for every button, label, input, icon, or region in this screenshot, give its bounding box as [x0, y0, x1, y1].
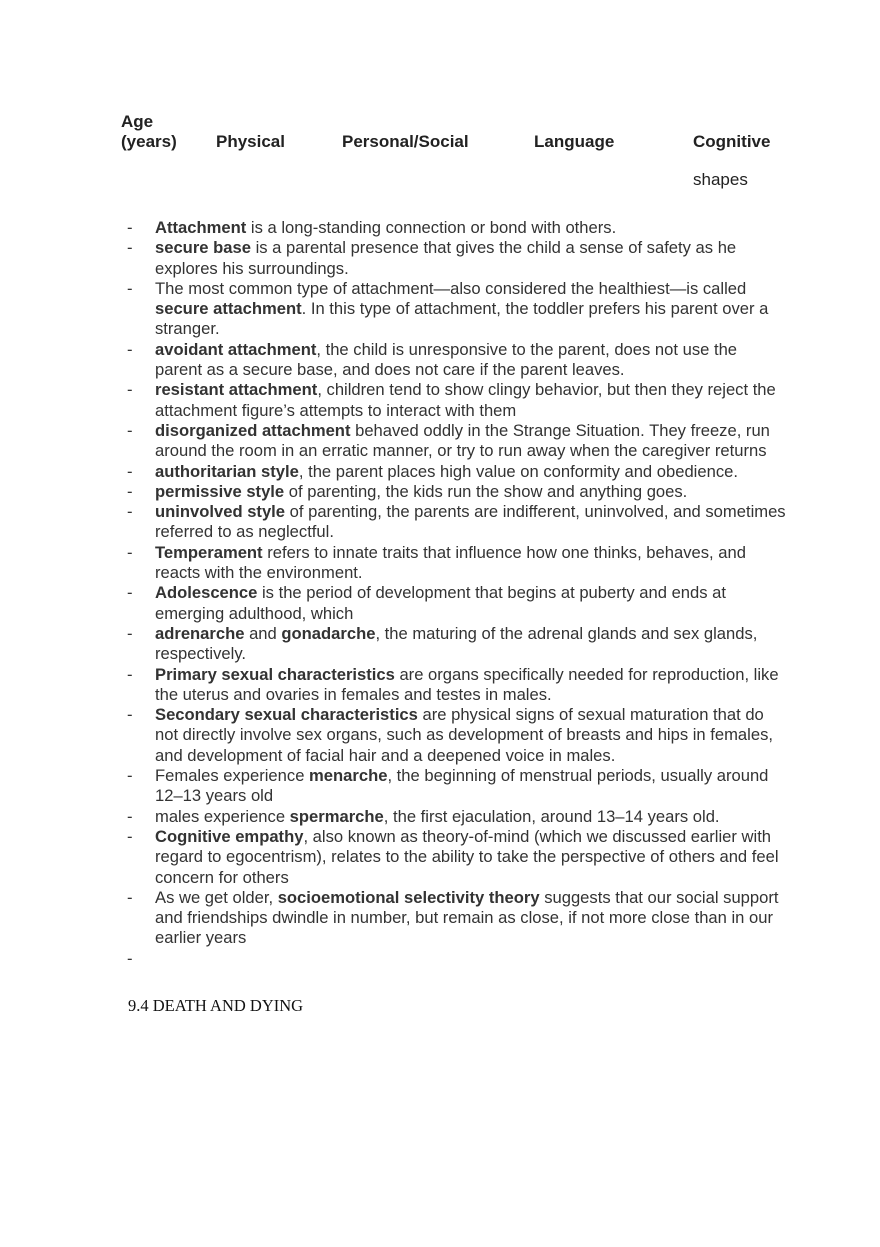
list-item: [127, 421, 787, 462]
item-term: Temperament: [155, 542, 263, 562]
list-item: [127, 462, 787, 482]
bullet-marker: -: [127, 339, 133, 359]
list-item: [127, 543, 787, 584]
table-header-age-unit: (years): [121, 132, 177, 151]
item-text: Females experience: [155, 766, 310, 786]
list-item: [127, 766, 787, 807]
item-term: adrenarche: [155, 623, 245, 643]
list-item: [127, 482, 787, 502]
item-text: , the child is unresponsive to the parent, does not use the parent as a secure base, and does not care if the parent leaves.: [155, 339, 738, 380]
list-item: [127, 807, 787, 827]
item-text: , children tend to show clingy behavior, but then they reject the attachment figure’s attempts to interact with them: [155, 380, 776, 420]
item-term: permissive style: [155, 481, 285, 501]
item-text: are organs specifically needed for reproduction, like the uterus and ovaries in females and testes in males.: [155, 664, 779, 704]
item-text: As we get older,: [155, 887, 278, 907]
item-text: refers to innate traits that influence how one thinks, behaves, and reacts with the environment.: [155, 542, 746, 583]
bullet-marker: -: [127, 766, 133, 786]
item-term: spermarche: [289, 806, 384, 826]
item-text: , also known as theory-of-mind (which we discussed earlier with regard to egocentrism), relates to the ability to take the perspective of others and feel concern for others: [155, 826, 779, 887]
bullet-marker: -: [127, 826, 133, 846]
table-cell-cognitive: shapes: [693, 170, 748, 189]
item-term: secure attachment: [155, 299, 302, 319]
item-term: Primary sexual characteristics: [155, 664, 395, 684]
list-item: [127, 665, 787, 706]
item-text: is a long-standing connection or bond with others.: [246, 218, 617, 237]
bullet-marker: -: [127, 218, 133, 237]
item-text: The most common type of attachment—also considered the healthiest—is called: [155, 278, 747, 298]
list-item: [127, 827, 787, 888]
item-term: avoidant attachment: [155, 339, 317, 359]
item-text: of parenting, the parents are indifferent, uninvolved, and sometimes referred to as neglectful.: [155, 502, 786, 542]
bullet-marker: -: [127, 380, 133, 400]
section-heading: 9.4 DEATH AND DYING: [128, 996, 304, 1015]
list-item: [127, 705, 787, 766]
item-text: . In this type of attachment, the toddler prefers his parent over a stranger.: [155, 299, 769, 339]
item-text: and: [244, 623, 282, 643]
item-text: are physical signs of sexual maturation that do not directly involve sex organs, such as development of breasts and hips in females, and development of facial hair and a deepened voice in males.: [155, 705, 773, 765]
bullet-marker: -: [127, 420, 133, 440]
list-item: [127, 279, 787, 340]
item-text: males experience: [155, 806, 290, 826]
table-header-language: Language: [534, 132, 615, 151]
list-item: [127, 340, 787, 381]
bullet-marker: -: [127, 806, 133, 826]
bullet-marker: -: [127, 278, 133, 298]
list-item: [127, 238, 787, 279]
bullet-marker: -: [127, 705, 133, 725]
item-text: is a parental presence that gives the child a sense of safety as he explores his surroundings.: [155, 238, 737, 278]
item-term: Attachment: [155, 218, 247, 237]
bullet-marker: -: [127, 238, 133, 258]
table-header-age-label: Age: [121, 112, 154, 131]
bullet-marker: -: [127, 542, 133, 562]
list-item: [127, 888, 787, 949]
list-item: [127, 502, 787, 543]
table-header-cognitive: Cognitive: [693, 132, 771, 151]
bullet-marker: -: [127, 481, 133, 501]
bullet-marker: -: [127, 502, 133, 522]
item-text: behaved oddly in the Strange Situation. They freeze, run around the room in an erratic manner, or try to run away when the caregiver returns: [155, 420, 770, 461]
bullet-marker: -: [127, 948, 133, 968]
item-term: Secondary sexual characteristics: [155, 705, 418, 725]
bullet-marker: -: [127, 623, 133, 643]
item-term: resistant attachment: [155, 380, 318, 400]
item-term: secure base: [155, 238, 251, 258]
list-item: [127, 380, 787, 421]
bullet-marker: -: [127, 664, 133, 684]
item-text: suggests that our social support and friendships dwindle in number, but remain as close, if not more close than in our earlier years: [155, 887, 779, 948]
item-term: socioemotional selectivity theory: [277, 887, 540, 907]
item-term: disorganized attachment: [155, 420, 351, 440]
table-header-age: [121, 112, 177, 152]
bullet-marker: -: [127, 461, 133, 481]
list-item: [127, 583, 787, 624]
bullet-marker: -: [127, 887, 133, 907]
item-term: menarche: [309, 766, 388, 786]
table-header-physical: Physical: [216, 132, 285, 151]
item-term: gonadarche: [281, 623, 376, 643]
item-text: , the parent places high value on conformity and obedience.: [298, 461, 738, 481]
item-term: Adolescence: [155, 583, 258, 603]
item-term: authoritarian style: [155, 461, 299, 481]
bullet-list: [127, 218, 787, 968]
table-header-personal-social: Personal/Social: [342, 132, 469, 151]
bullet-marker: -: [127, 583, 133, 603]
item-text: , the first ejaculation, around 13–14 years old.: [383, 806, 720, 826]
item-text: , the maturing of the adrenal glands and sex glands, respectively.: [155, 623, 758, 664]
item-term: Cognitive empathy: [155, 826, 304, 846]
list-item: [127, 624, 787, 665]
item-term: uninvolved style: [155, 502, 286, 522]
list-item: [127, 218, 787, 238]
item-text: is the period of development that begins at puberty and ends at emerging adulthood, which: [155, 583, 727, 623]
item-text: , the beginning of menstrual periods, usually around 12–13 years old: [155, 766, 769, 806]
item-text: of parenting, the kids run the show and anything goes.: [284, 481, 688, 501]
